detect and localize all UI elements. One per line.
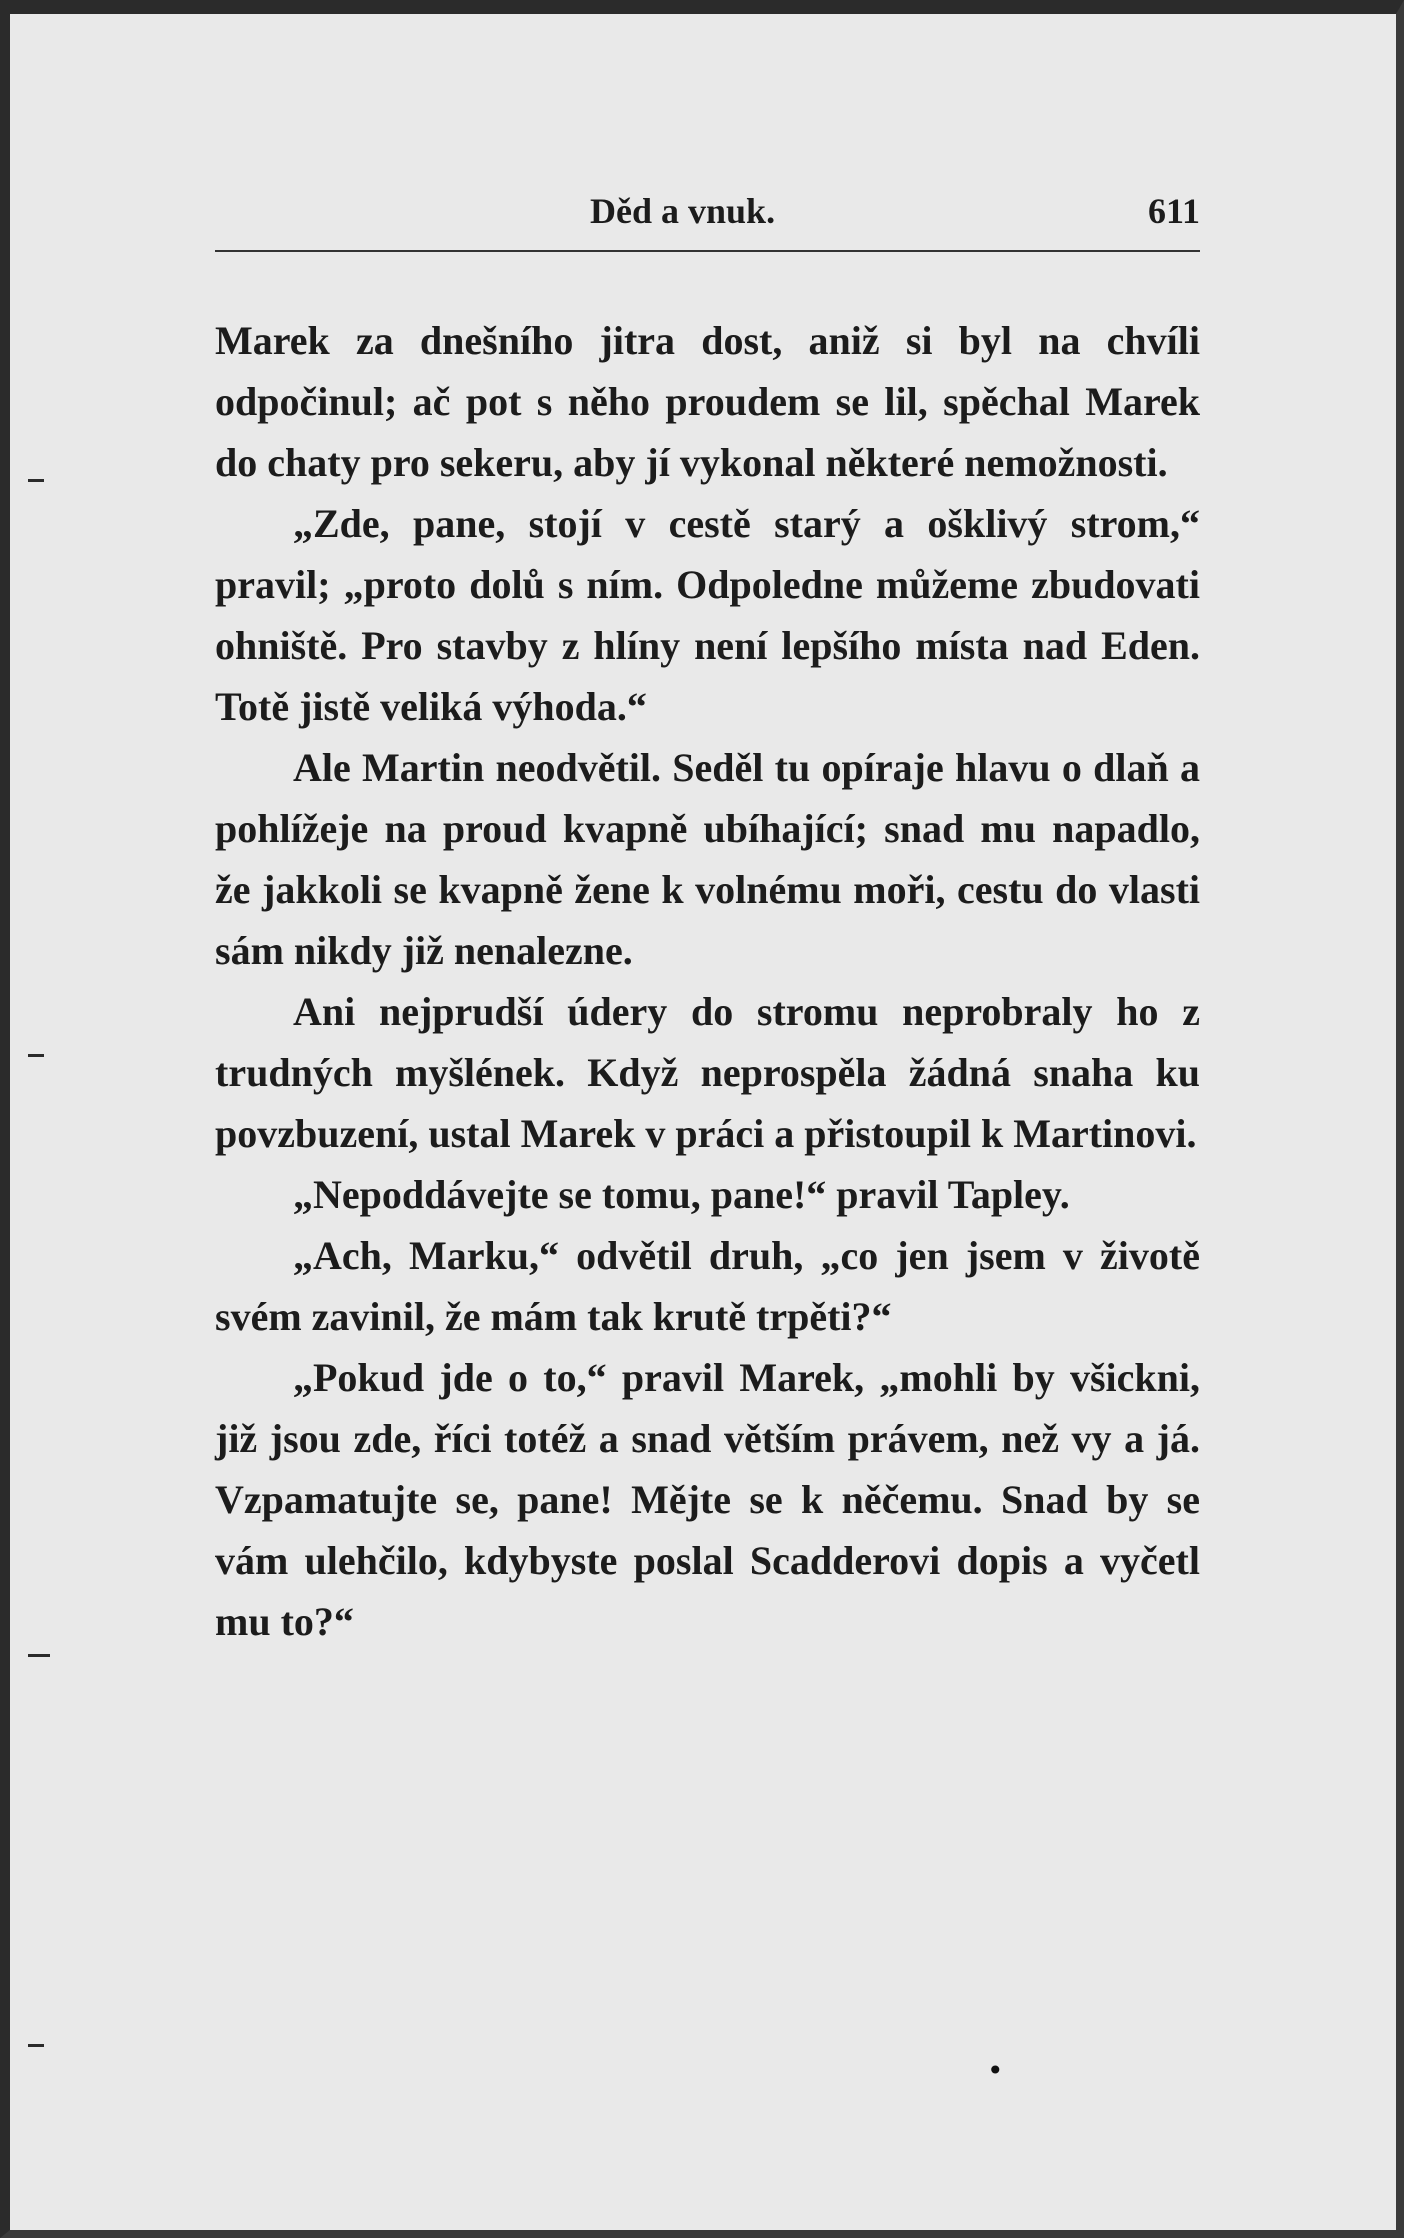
edge-tick-mark [28,479,44,482]
body-text [215,310,1200,1652]
edge-tick-mark [28,1054,44,1057]
edge-tick-mark [28,1654,50,1657]
running-title: Děd a vnuk. [590,191,776,231]
paragraph-6: „Ach, Marku,“ odvětil druh, „co jen jsem v životě svém zavinil, že mám tak krutě trpěti?“ [215,1233,1200,1339]
paragraph-1: Marek za dnešního jitra dost, aniž si byl na chvíli odpočinul; ač pot s něho proudem se lil, spěchal Marek do chaty pro sekeru, aby jí vykonal některé nemožnosti. [215,318,1200,485]
page-number: 611 [1147,191,1200,231]
page-header [215,190,1200,238]
paragraph-7: „Pokud jde o to,“ pravil Marek, „mohli by všickni, již jsou zde, říci totéž a snad větším právem, než vy a já. Vzpamatujte se, pane! Mějte se k něčemu. Snad by se vám ulehčilo, kdybyste poslal Scadderovi dopis a vyčetl mu to?“ [215,1355,1200,1644]
paragraph-3: Ale Martin neodvětil. Seděl tu opíraje hlavu o dlaň a pohlížeje na proud kvapně ubíhající; snad mu napadlo, že jakkoli se kvapně žene k volnému moři, cestu do vlasti sám nikdy již nenalezne. [215,745,1200,973]
footer-mark: • [987,2054,1004,2087]
paragraph-5: „Nepoddávejte se tomu, pane!“ pravil Tapley. [293,1172,1070,1217]
header-rule [215,250,1200,252]
paragraph-4: Ani nejprudší údery do stromu neprobraly ho z trudných myšlének. Když neprospěla žádná snaha ku povzbuzení, ustal Marek v práci a přistoupil k Martinovi. [215,989,1200,1156]
paragraph-2: „Zde, pane, stojí v cestě starý a ošklivý strom,“ pravil; „proto dolů s ním. Odpoledne můžeme zbudovati ohniště. Pro stavby z hlíny není lepšího místa nad Eden. Totě jistě veliká výhoda.“ [215,501,1200,729]
edge-tick-mark [28,2044,44,2047]
